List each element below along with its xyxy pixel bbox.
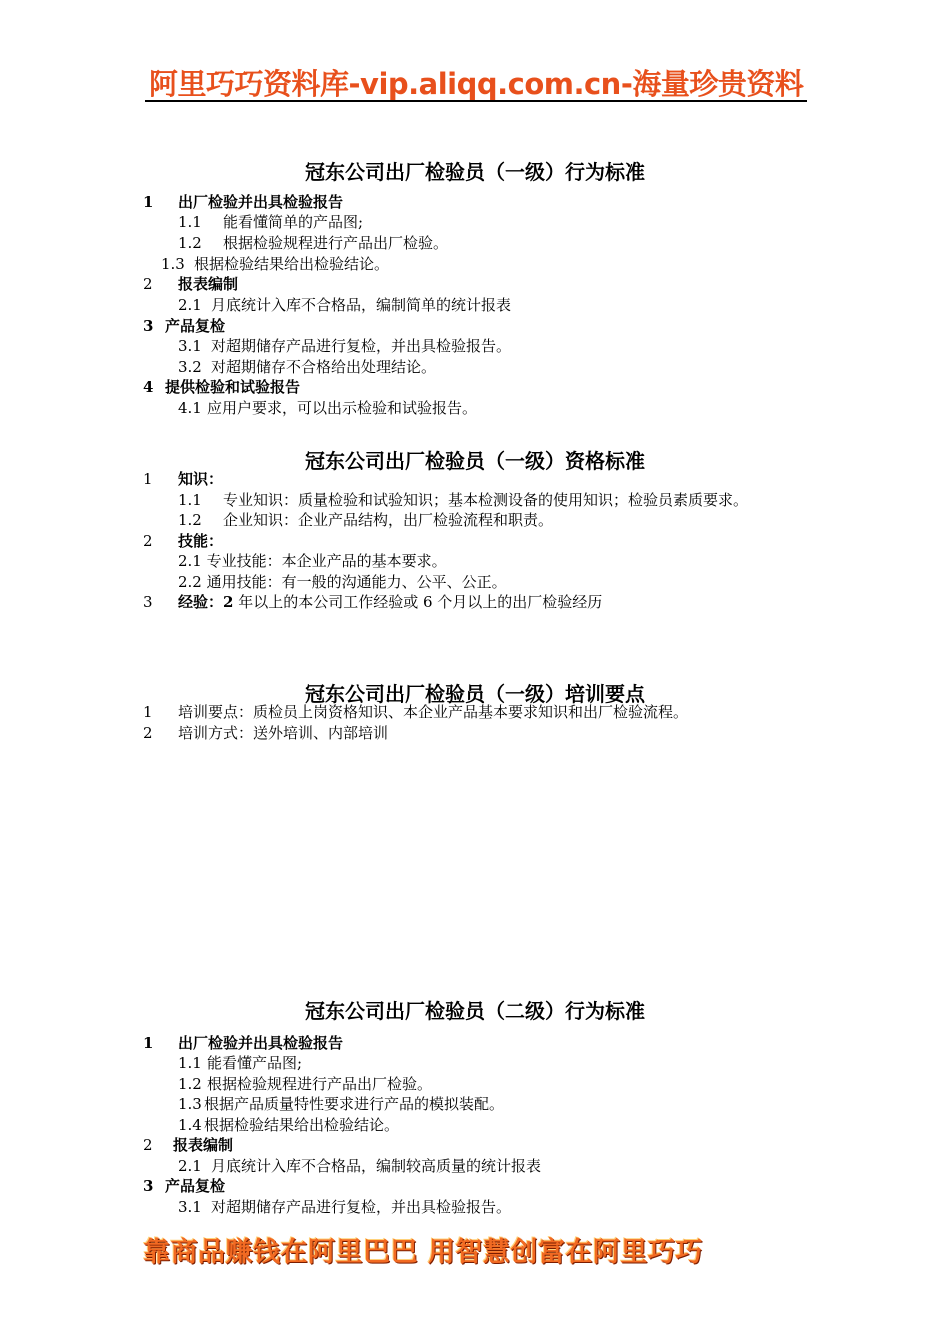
list-item: 2 技能：	[143, 532, 224, 550]
list-item: 1 出厂检验并出具检验报告	[143, 193, 344, 211]
list-item: 2.1 月底统计入库不合格品，编制较高质量的统计报表	[178, 1157, 542, 1175]
list-item: 2.2 通用技能：有一般的沟通能力、公平、公正。	[178, 573, 507, 591]
list-item: 2 报表编制	[143, 275, 239, 293]
list-item: 2 报表编制	[143, 1136, 234, 1154]
section-title: 冠东公司出厂检验员（一级）行为标准	[305, 160, 645, 184]
section-title: 冠东公司出厂检验员（二级）行为标准	[305, 999, 645, 1023]
list-item: 1 知识：	[143, 470, 224, 488]
list-item: 3.1 对超期储存产品进行复检，并出具检验报告。	[178, 1198, 512, 1216]
list-item: 1.3 根据检验结果给出检验结论。	[161, 255, 390, 273]
list-item: 1 出厂检验并出具检验报告	[143, 1034, 344, 1052]
list-item: 4.1 应用户要求，可以出示检验和试验报告。	[178, 399, 478, 417]
list-item: 3 产品复检	[143, 1177, 226, 1195]
list-item: 3.1 对超期储存产品进行复检，并出具检验报告。	[178, 337, 512, 355]
list-item: 1.4 根据检验结果给出检验结论。	[178, 1116, 400, 1134]
list-item: 1.2 根据检验规程进行产品出厂检验。	[178, 1075, 433, 1093]
list-item: 2.1 专业技能：本企业产品的基本要求。	[178, 552, 447, 570]
list-item: 1 培训要点：质检员上岗资格知识、本企业产品基本要求知识和出厂检验流程。	[143, 703, 689, 721]
list-item: 1.1 能看懂简单的产品图;	[178, 213, 364, 231]
list-item: 1.1 能看懂产品图;	[178, 1054, 303, 1072]
list-item: 4 提供检验和试验报告	[143, 378, 301, 396]
list-item: 2.1 月底统计入库不合格品，编制简单的统计报表	[178, 296, 512, 314]
header-banner-text: 阿里巧巧资料库-vip.aliqq.com.cn-海量珍贵资料	[149, 67, 804, 101]
list-item: 3 产品复检	[143, 317, 226, 335]
list-item: 1.2 企业知识：企业产品结构，出厂检验流程和职责。	[178, 511, 554, 529]
list-item: 1.3 根据产品质量特性要求进行产品的模拟装配。	[178, 1095, 505, 1113]
header-banner	[145, 60, 807, 102]
footer-banner: 靠商品赚钱在阿里巴巴 用智慧创富在阿里巧巧	[143, 1237, 703, 1268]
section-title: 冠东公司出厂检验员（一级）资格标准	[305, 449, 645, 473]
list-item: 2 培训方式：送外培训、内部培训	[143, 724, 389, 742]
list-item: 3 经验：2 年以上的本公司工作经验或 6 个月以上的出厂检验经历	[143, 593, 603, 611]
section-title: 冠东公司出厂检验员（一级）培训要点	[305, 682, 645, 706]
list-item: 3.2 对超期储存不合格给出处理结论。	[178, 358, 437, 376]
list-item: 1.1 专业知识：质量检验和试验知识；基本检测设备的使用知识；检验员素质要求。	[178, 491, 749, 509]
list-item: 1.2 根据检验规程进行产品出厂检验。	[178, 234, 449, 252]
